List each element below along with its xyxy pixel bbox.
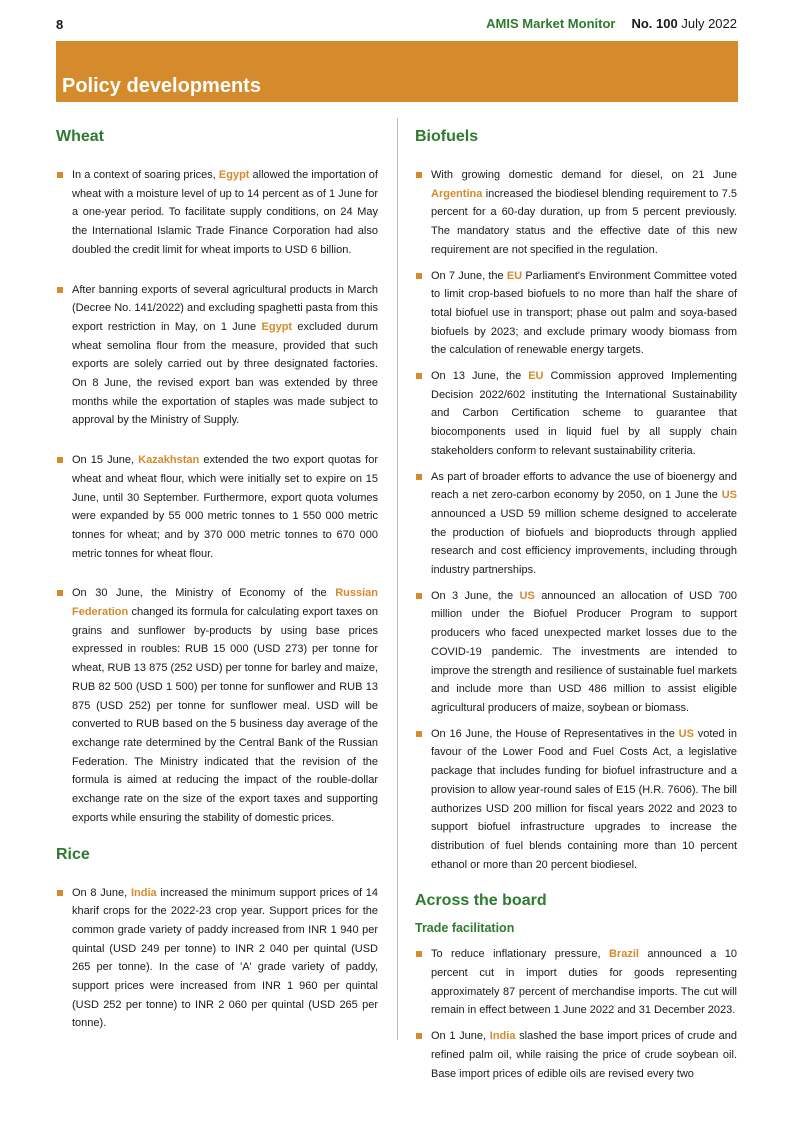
item-text: slashed the base import prices of crude and refined palm oil, while raising the price of crude soybean oil. Base import prices of edible oils are revised every two <box>431 1030 737 1080</box>
country-name: EU <box>506 269 523 282</box>
item-text: With growing domestic demand for diesel, on 21 June <box>431 169 737 181</box>
item-text: voted in favour of the Lower Food and Fuel Costs Act, a legislative package that includes funding for biofuel infrastructure and a provision to allow year-round sales of E15 (H.R. 7606). The bill authorizes USD 200 million for fiscal years 2022 and 2023 to support biofuel infrastructure upgrades to increase the distribution of fuel blends containing more than 10 percent ethanol or more than 20 percent biodiesel. <box>431 727 737 871</box>
item-text: On 15 June, <box>72 454 139 467</box>
item-text: excluded durum wheat semolina flour from the measure, provided that such exports are solely carried out by three designated factories. On 8 June, the revised export ban was extended by three months while the exportation of staples was made subject to approval by the Ministry of Supply. <box>72 320 378 427</box>
country-name: Egypt <box>218 169 250 181</box>
trade-facilitation-subheading: Trade facilitation <box>415 921 515 936</box>
section-title: Policy developments <box>62 75 261 97</box>
item-text: On 30 June, the Ministry of Economy of the <box>72 587 336 600</box>
wheat-item-3 <box>56 451 378 563</box>
column-divider <box>397 118 398 1040</box>
item-text: On 7 June, the <box>431 269 507 282</box>
country-name: EU <box>528 370 544 383</box>
item-text: On 1 June, <box>431 1030 490 1043</box>
item-text: On 16 June, the House of Representatives in the <box>431 727 679 740</box>
bullet-square <box>57 287 63 293</box>
country-name: Brazil <box>608 948 639 961</box>
item-text: On 8 June, <box>72 886 131 899</box>
item-text: As part of broader efforts to advance the use of bioenergy and reach a net zero-carbon economy by 2050, on 1 June the <box>431 470 737 502</box>
bullet-square <box>416 731 422 737</box>
country-name: US <box>519 589 535 602</box>
bullet-square <box>416 373 422 379</box>
issue-date: July 2022 <box>681 16 737 31</box>
trade-item-1 <box>415 945 737 1020</box>
country-name: US <box>678 727 694 740</box>
item-text: announced an allocation of USD 700 million under the Biofuel Producer Program to support producers who faced unexpected market losses due to the COVID-19 pandemic. The investments are intended to improve the strength and resilience of sustainable fuel markets and include more than USD 486 million to assist eligible agricultural producers of maize, soybean or biomass. <box>431 589 738 714</box>
publication-title: AMIS Market Monitor <box>486 16 616 31</box>
biofuels-item-2 <box>415 267 737 361</box>
rice-item-1 <box>56 884 378 1034</box>
bullet-square <box>57 172 63 178</box>
wheat-item-1 <box>56 166 378 260</box>
item-text: changed its formula for calculating export taxes on grains and sunflower by-products by using base prices expressed in roubles: RUB 15 000 (USD 273) per tonne for wheat, RUB 13 875 (252 USD) per tonne for barley and maize, RUB 82 500 (USD 1 500) per tonne for sunflower and RUB 13 875 (USD 252) per tonne for sunflower meal. USD will be converted to RUB based on the 5 business day average of the exchange rate determined by the Central Bank of the Russian Federation. The Ministry indicated that the revision of the formula is aimed at reducing the impact of the rouble-dollar exchange rate on the size of the export taxes and supporting exports while ensuring the stability of domestic prices. <box>72 606 378 824</box>
left-column <box>56 128 378 1033</box>
across-the-board-heading: Across the board <box>415 892 547 910</box>
rice-heading: Rice <box>56 845 90 863</box>
page-number: 8 <box>56 17 64 32</box>
bullet-square <box>416 593 422 599</box>
bullet-square <box>416 951 422 957</box>
wheat-heading: Wheat <box>56 128 104 145</box>
country-name: Argentina <box>431 187 483 200</box>
item-text: increased the biodiesel blending requirement to 7.5 percent for a 60-day duration, up from 5 percent previously. The mandatory status and the effective date of this new requirement are not specified in the regulation. <box>431 187 737 256</box>
item-text: Parliament's Environment Committee voted to limit crop-based biofuels to no more than half the share of total biofuel use in transport; phase out palm and soya-based biofuels by 2023; and exclude primary woody biomass from the calculation of renewable energy targets. <box>431 269 737 357</box>
item-text: After banning exports of several agricultural products in March (Decree No. 141/2022) and excluding spaghetti pasta from this export restriction in May, on 1 June <box>72 283 378 333</box>
item-text: On 3 June, the <box>431 589 520 602</box>
issue-number: No. 100 <box>631 16 678 31</box>
item-text: Commission approved Implementing Decision 2022/602 instituting the International Sustainability and Carbon Certification scheme to guarantee that biocomponents used in liquid fuel by all supply chain stakeholders conform to relevant sustainability criteria. <box>431 370 737 457</box>
biofuels-item-3 <box>415 367 737 461</box>
bullet-square <box>416 474 422 480</box>
bullet-square <box>57 590 63 596</box>
wheat-item-2 <box>56 281 378 431</box>
item-text: announced a USD 59 million scheme designed to accelerate the production of biofuels and bioproducts through applied research and cost efficiency improvements, including through industry partnerships. <box>431 507 737 577</box>
biofuels-item-5 <box>415 587 737 718</box>
country-name: Russian Federation <box>72 587 378 619</box>
item-text: allowed the importation of wheat with a moisture level of up to 14 percent as of 1 June for a one-year period. To facilitate supply conditions, on 24 May the International Islamic Trade Finance Corporation had also doubled the credit limit for wheat imports to USD 6 billion. <box>72 169 378 256</box>
country-name: Kazakhstan <box>138 454 200 467</box>
biofuels-heading: Biofuels <box>415 128 479 145</box>
item-text: In a context of soaring prices, <box>72 169 219 181</box>
wheat-item-4 <box>56 584 378 827</box>
item-text: announced a 10 percent cut in import duties for goods representing approximately 87 percent of merchandise imports. The cut will remain in effect between 1 June 2022 and 31 December 2023. <box>431 948 738 1017</box>
running-header <box>486 16 737 31</box>
bullet-square <box>57 457 63 463</box>
section-banner <box>56 41 738 102</box>
bullet-square <box>416 172 422 178</box>
country-name: US <box>721 489 737 502</box>
bullet-square <box>57 890 63 896</box>
trade-item-2 <box>415 1027 737 1083</box>
biofuels-item-4 <box>415 468 737 580</box>
biofuels-item-1 <box>415 166 737 260</box>
item-text: On 13 June, the <box>431 370 529 383</box>
item-text: increased the minimum support prices of 14 kharif crops for the 2022-23 crop year. Support prices for the common grade variety of paddy increased from INR 1 940 per quintal (USD 249 per tonne) to INR 2 040 per quintal (USD 265 per tonne). In the case of 'A' grade variety of paddy, support prices were increased from INR 1 960 per quintal (USD 252 per tonne) to INR 2 060 per quintal (USD 265 per tonne). <box>72 886 379 1030</box>
country-name: India <box>489 1030 516 1043</box>
right-column <box>415 128 737 1083</box>
country-name: India <box>130 886 157 899</box>
item-text: extended the two export quotas for wheat and wheat flour, which were initially set to expire on 15 June, until 30 September. Furthermore, export quota volumes were expanded by 55 000 metric tonnes to 1 550 000 metric tonnes for wheat; and by 370 000 metric tonnes to 670 000 metric tonnes for wheat flour. <box>72 454 378 560</box>
country-name: Egypt <box>261 320 293 333</box>
biofuels-item-6 <box>415 725 737 875</box>
bullet-square <box>416 273 422 279</box>
item-text: To reduce inflationary pressure, <box>431 948 609 961</box>
bullet-square <box>416 1033 422 1039</box>
